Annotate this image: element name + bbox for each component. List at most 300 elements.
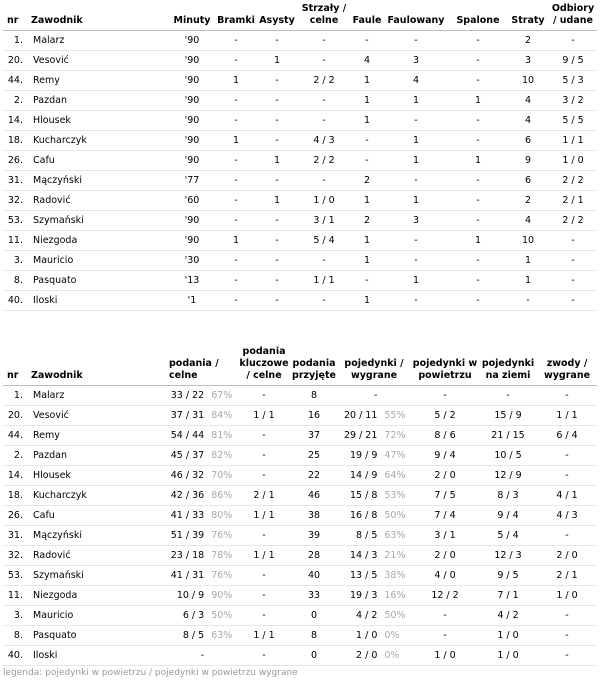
assists-value: - [257, 31, 297, 51]
assists-value: 1 [257, 51, 297, 71]
assists-value: - [257, 71, 297, 91]
dribbles-value: 6 / 4 [537, 426, 597, 446]
assists-value: - [257, 211, 297, 231]
col-goals: Bramki [215, 3, 257, 31]
key-passes-value: 1 / 1 [237, 546, 291, 566]
player-number: 8. [3, 626, 27, 646]
key-passes-value: - [237, 586, 291, 606]
shots-value: - [297, 31, 351, 51]
duels-percent: 50% [384, 610, 406, 621]
duels-percent: 38% [384, 570, 406, 581]
col-losses: Straty [507, 3, 549, 31]
passes [165, 506, 237, 526]
fouls-value: - [351, 131, 383, 151]
passes-value: 6 / 3 [182, 610, 205, 621]
goals-value: - [215, 151, 257, 171]
minutes-value: '77 [169, 171, 215, 191]
passes [165, 426, 237, 446]
table-row [3, 291, 597, 311]
losses-value: 4 [507, 211, 549, 231]
passes [165, 606, 237, 626]
key-passes-value: - [237, 646, 291, 666]
offsides-value: 1 [449, 151, 507, 171]
aerial-duels-value: - [411, 606, 479, 626]
passes-value: - [200, 650, 205, 661]
ground-duels-value: 9 / 4 [479, 506, 537, 526]
losses-value: 9 [507, 151, 549, 171]
player-number: 44. [3, 426, 27, 446]
duels [337, 646, 411, 666]
player-number: 20. [3, 406, 27, 426]
ground-duels-value: - [479, 386, 537, 406]
fouled-value: - [383, 111, 449, 131]
col-key-passes: podania kluczowe / celne [237, 346, 291, 386]
passes [165, 466, 237, 486]
tackles-value: 2 / 1 [549, 191, 597, 211]
col-player: Zawodnik [27, 346, 165, 386]
passes [165, 626, 237, 646]
player-number: 20. [3, 51, 27, 71]
table-row [3, 606, 597, 626]
fouled-value: 1 [383, 151, 449, 171]
aerial-duels-value: 7 / 5 [411, 486, 479, 506]
losses-value: 10 [507, 71, 549, 91]
minutes-value: '90 [169, 31, 215, 51]
tackles-value: 9 / 5 [549, 51, 597, 71]
received-value: 28 [291, 546, 337, 566]
duels [337, 546, 411, 566]
fouls-value: 1 [351, 291, 383, 311]
shots-value: - [297, 171, 351, 191]
col-aerial-duels: pojedynki w powietrzu [411, 346, 479, 386]
player-name: Szymański [27, 211, 169, 231]
tackles-value: 2 / 2 [549, 211, 597, 231]
player-number: 14. [3, 466, 27, 486]
losses-value: 1 [507, 251, 549, 271]
player-number: 40. [3, 646, 27, 666]
passes-percent: 50% [211, 610, 233, 621]
player-number: 53. [3, 566, 27, 586]
duels-value: 14 / 3 [350, 550, 378, 561]
table-row [3, 626, 597, 646]
player-number: 26. [3, 151, 27, 171]
offsides-value: - [449, 211, 507, 231]
assists-value: - [257, 271, 297, 291]
shots-value: - [297, 251, 351, 271]
passes-value: 23 / 18 [170, 550, 205, 561]
player-number: 11. [3, 231, 27, 251]
duels-value: 19 / 3 [350, 590, 378, 601]
player-number: 18. [3, 486, 27, 506]
table-row [3, 31, 597, 51]
goals-value: - [215, 271, 257, 291]
player-number: 31. [3, 526, 27, 546]
player-name: Mączyński [27, 526, 165, 546]
col-fouls: Faule [351, 3, 383, 31]
fouled-value: - [383, 31, 449, 51]
dribbles-value: 1 / 1 [537, 406, 597, 426]
offsides-value: - [449, 191, 507, 211]
player-number: 26. [3, 506, 27, 526]
col-offsides: Spalone [449, 3, 507, 31]
player-name: Pazdan [27, 91, 169, 111]
passes [165, 566, 237, 586]
ground-duels-value: 4 / 2 [479, 606, 537, 626]
losses-value: - [507, 291, 549, 311]
assists-value: - [257, 91, 297, 111]
losses-value: 6 [507, 171, 549, 191]
player-number: 31. [3, 171, 27, 191]
offsides-value: - [449, 291, 507, 311]
key-passes-value: - [237, 526, 291, 546]
tackles-value: 5 / 3 [549, 71, 597, 91]
table-row [3, 211, 597, 231]
table-row [3, 131, 597, 151]
duels [337, 466, 411, 486]
table-row [3, 486, 597, 506]
passes-percent: 86% [211, 490, 233, 501]
assists-value: - [257, 231, 297, 251]
fouled-value: 4 [383, 71, 449, 91]
shots-value: - [297, 51, 351, 71]
tackles-value: 5 / 5 [549, 111, 597, 131]
duels-percent: 50% [384, 510, 406, 521]
aerial-duels-value: 2 / 0 [411, 466, 479, 486]
fouls-value: 1 [351, 71, 383, 91]
offsides-value: 1 [449, 231, 507, 251]
tackles-value: - [549, 231, 597, 251]
received-value: 40 [291, 566, 337, 586]
offsides-value: - [449, 71, 507, 91]
col-assists: Asysty [257, 3, 297, 31]
offsides-value: - [449, 51, 507, 71]
received-value: 25 [291, 446, 337, 466]
goals-value: 1 [215, 131, 257, 151]
goals-value: - [215, 111, 257, 131]
player-name: Vesović [27, 406, 165, 426]
received-value: 16 [291, 406, 337, 426]
assists-value: - [257, 291, 297, 311]
passes [165, 546, 237, 566]
aerial-duels-value: 12 / 2 [411, 586, 479, 606]
minutes-value: '30 [169, 251, 215, 271]
dribbles-value: - [537, 606, 597, 626]
offsides-value: - [449, 31, 507, 51]
duels-value: 2 / 0 [356, 650, 378, 661]
shots-value: 2 / 2 [297, 71, 351, 91]
duels [337, 486, 411, 506]
received-value: 33 [291, 586, 337, 606]
duels-percent: 64% [384, 470, 406, 481]
tackles-value: 2 / 2 [549, 171, 597, 191]
player-name: Mączyński [27, 171, 169, 191]
col-fouled: Faulowany [383, 3, 449, 31]
dribbles-value: - [537, 446, 597, 466]
ground-duels-value: 7 / 1 [479, 586, 537, 606]
table-row [3, 566, 597, 586]
duels-value: 15 / 8 [350, 490, 378, 501]
received-value: 8 [291, 626, 337, 646]
goals-value: - [215, 251, 257, 271]
ground-duels-value: 1 / 0 [479, 646, 537, 666]
assists-value: - [257, 111, 297, 131]
aerial-duels-value: 5 / 2 [411, 406, 479, 426]
col-duels: pojedynki / wygrane [337, 346, 411, 386]
passes-percent: 80% [211, 510, 233, 521]
duels [337, 506, 411, 526]
passes-value: 45 / 37 [170, 450, 205, 461]
assists-value: - [257, 131, 297, 151]
dribbles-value: - [537, 386, 597, 406]
col-tackles: Odbiory / udane [549, 3, 597, 31]
duels-value: - [373, 390, 378, 401]
key-passes-value: 2 / 1 [237, 486, 291, 506]
passes [165, 406, 237, 426]
fouls-value: - [351, 271, 383, 291]
losses-value: 10 [507, 231, 549, 251]
passes [165, 446, 237, 466]
fouls-value: 1 [351, 91, 383, 111]
passes [165, 646, 237, 666]
ground-duels-value: 12 / 9 [479, 466, 537, 486]
player-name: Mauricio [27, 606, 165, 626]
losses-value: 2 [507, 191, 549, 211]
key-passes-value: - [237, 606, 291, 626]
received-value: 38 [291, 506, 337, 526]
assists-value: - [257, 251, 297, 271]
passes-percent: 63% [211, 630, 233, 641]
duels-percent: 0% [384, 650, 400, 661]
table-row [3, 251, 597, 271]
tackles-value: 3 / 2 [549, 91, 597, 111]
fouls-value: - [351, 151, 383, 171]
player-name: Cafu [27, 151, 169, 171]
shots-value: - [297, 111, 351, 131]
minutes-value: '60 [169, 191, 215, 211]
col-received: podania przyjęte [291, 346, 337, 386]
table-row [3, 91, 597, 111]
losses-value: 2 [507, 31, 549, 51]
fouled-value: 1 [383, 271, 449, 291]
shots-value: 4 / 3 [297, 131, 351, 151]
player-number: 8. [3, 271, 27, 291]
table-row [3, 51, 597, 71]
duels-value: 8 / 5 [356, 530, 378, 541]
table-header-row [3, 3, 597, 31]
shots-value: 1 / 1 [297, 271, 351, 291]
table-row [3, 111, 597, 131]
player-name: Niezgoda [27, 586, 165, 606]
duels [337, 426, 411, 446]
passes [165, 486, 237, 506]
player-name: Malarz [27, 31, 169, 51]
aerial-duels-value: 9 / 4 [411, 446, 479, 466]
passes [165, 526, 237, 546]
passes-value: 41 / 31 [170, 570, 205, 581]
col-nr: nr [3, 3, 27, 31]
fouls-value: 1 [351, 251, 383, 271]
shots-value: - [297, 291, 351, 311]
player-name: Pasquato [27, 271, 169, 291]
minutes-value: '1 [169, 291, 215, 311]
tackles-value: - [549, 31, 597, 51]
player-name: Hlousek [27, 111, 169, 131]
goals-value: - [215, 211, 257, 231]
passes [165, 386, 237, 406]
duels-percent: 72% [384, 430, 406, 441]
duels [337, 606, 411, 626]
player-number: 44. [3, 71, 27, 91]
goals-value: - [215, 191, 257, 211]
duels-value: 20 / 11 [343, 410, 378, 421]
player-name: Remy [27, 71, 169, 91]
col-dribbles: zwody / wygrane [537, 346, 597, 386]
table-row [3, 446, 597, 466]
passes-value: 54 / 44 [170, 430, 205, 441]
passes-value: 37 / 31 [170, 410, 205, 421]
aerial-duels-value: 7 / 4 [411, 506, 479, 526]
player-number: 1. [3, 31, 27, 51]
dribbles-value: 1 / 0 [537, 586, 597, 606]
player-name: Kucharczyk [27, 486, 165, 506]
losses-value: 4 [507, 91, 549, 111]
col-player: Zawodnik [27, 3, 169, 31]
received-value: 0 [291, 606, 337, 626]
duels-value: 13 / 5 [350, 570, 378, 581]
duels [337, 626, 411, 646]
passes-value: 46 / 32 [170, 470, 205, 481]
player-name: Radović [27, 191, 169, 211]
passes-percent: 82% [211, 450, 233, 461]
player-name: Cafu [27, 506, 165, 526]
player-name: Iloski [27, 646, 165, 666]
ground-duels-value: 1 / 0 [479, 626, 537, 646]
minutes-value: '90 [169, 91, 215, 111]
player-number: 53. [3, 211, 27, 231]
passes-percent: 67% [211, 390, 233, 401]
duels-percent: 53% [384, 490, 406, 501]
duels-value: 14 / 9 [350, 470, 378, 481]
offsides-value: 1 [449, 91, 507, 111]
shots-value: - [297, 91, 351, 111]
duels [337, 446, 411, 466]
duels-value: 29 / 21 [343, 430, 378, 441]
goals-value: 1 [215, 71, 257, 91]
table-row [3, 171, 597, 191]
losses-value: 1 [507, 271, 549, 291]
passes-percent [208, 646, 237, 665]
passes-value: 8 / 5 [182, 630, 205, 641]
ground-duels-value: 9 / 5 [479, 566, 537, 586]
passes-percent: 81% [211, 430, 233, 441]
goals-value: - [215, 291, 257, 311]
tackles-value: 1 / 1 [549, 131, 597, 151]
player-number: 3. [3, 251, 27, 271]
player-name: Radović [27, 546, 165, 566]
table-row [3, 466, 597, 486]
table-row [3, 506, 597, 526]
fouled-value: - [383, 251, 449, 271]
player-name: Iloski [27, 291, 169, 311]
key-passes-value: - [237, 466, 291, 486]
goals-value: - [215, 171, 257, 191]
losses-value: 4 [507, 111, 549, 131]
passes-percent: 76% [211, 530, 233, 541]
player-stats-table [3, 3, 597, 311]
dribbles-value: - [537, 646, 597, 666]
player-number: 32. [3, 546, 27, 566]
aerial-duels-value: 3 / 1 [411, 526, 479, 546]
ground-duels-value: 10 / 5 [479, 446, 537, 466]
player-name: Szymański [27, 566, 165, 586]
fouled-value: - [383, 291, 449, 311]
table-row [3, 586, 597, 606]
offsides-value: - [449, 251, 507, 271]
fouled-value: 3 [383, 51, 449, 71]
duels-percent [381, 386, 411, 405]
player-number: 2. [3, 446, 27, 466]
received-value: 46 [291, 486, 337, 506]
table-row [3, 646, 597, 666]
player-number: 18. [3, 131, 27, 151]
aerial-duels-value: 2 / 0 [411, 546, 479, 566]
duels [337, 526, 411, 546]
player-number: 1. [3, 386, 27, 406]
fouls-value: 4 [351, 51, 383, 71]
duels [337, 586, 411, 606]
duels-percent: 16% [384, 590, 406, 601]
minutes-value: '90 [169, 151, 215, 171]
fouled-value: 1 [383, 191, 449, 211]
key-passes-value: - [237, 426, 291, 446]
passes-percent: 70% [211, 470, 233, 481]
dribbles-value: - [537, 466, 597, 486]
received-value: 22 [291, 466, 337, 486]
shots-value: 1 / 0 [297, 191, 351, 211]
shots-value: 5 / 4 [297, 231, 351, 251]
aerial-duels-value: - [411, 626, 479, 646]
aerial-duels-value: - [411, 386, 479, 406]
tackles-value: - [549, 251, 597, 271]
duels-percent: 21% [384, 550, 406, 561]
offsides-value: - [449, 131, 507, 151]
aerial-duels-value: 4 / 0 [411, 566, 479, 586]
player-number: 2. [3, 91, 27, 111]
player-name: Pazdan [27, 446, 165, 466]
fouls-value: - [351, 31, 383, 51]
player-name: Niezgoda [27, 231, 169, 251]
player-number: 11. [3, 586, 27, 606]
duels-value: 16 / 8 [350, 510, 378, 521]
player-name: Hlousek [27, 466, 165, 486]
ground-duels-value: 8 / 3 [479, 486, 537, 506]
duels-percent: 47% [384, 450, 406, 461]
assists-value: - [257, 171, 297, 191]
key-passes-value: 1 / 1 [237, 626, 291, 646]
offsides-value: - [449, 271, 507, 291]
received-value: 37 [291, 426, 337, 446]
fouls-value: 1 [351, 111, 383, 131]
fouls-value: 2 [351, 171, 383, 191]
fouled-value: 3 [383, 211, 449, 231]
shots-value: 2 / 2 [297, 151, 351, 171]
aerial-duels-value: 8 / 6 [411, 426, 479, 446]
passes-percent: 90% [211, 590, 233, 601]
passes-percent: 78% [211, 550, 233, 561]
goals-value: - [215, 51, 257, 71]
table-body [3, 31, 597, 311]
player-name: Mauricio [27, 251, 169, 271]
